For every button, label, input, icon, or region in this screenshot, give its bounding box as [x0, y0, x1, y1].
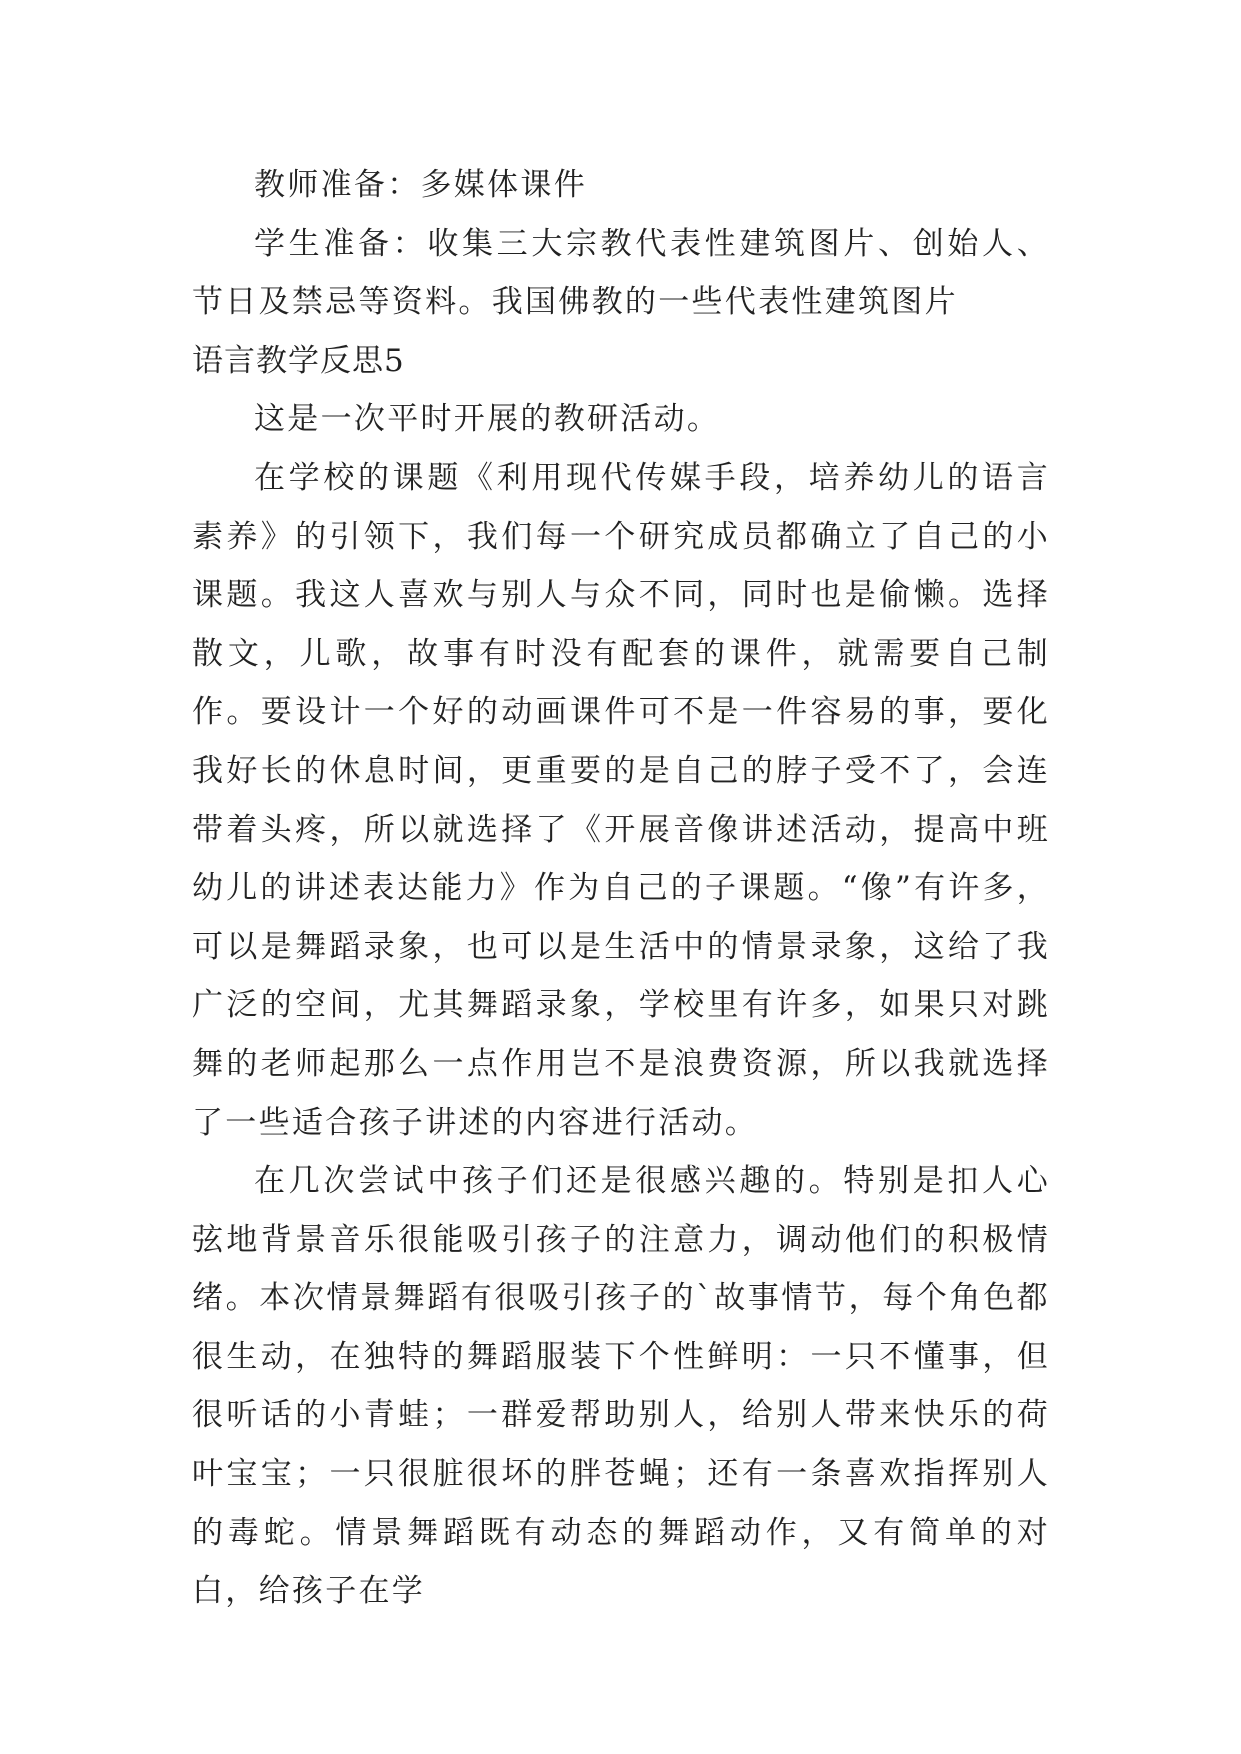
paragraph-student-prep: 学生准备：收集三大宗教代表性建筑图片、创始人、节日及禁忌等资料。我国佛教的一些代表性建筑图片: [192, 225, 1050, 321]
paragraph-teacher-prep: 教师准备：多媒体课件: [254, 167, 587, 203]
document-body: [192, 156, 1050, 1621]
paragraph-subject-choice: 在学校的课题《利用现代传媒手段，培养幼儿的语言素养》的引领下，我们每一个研究成员都确立了自己的小课题。我这人喜欢与别人与众不同，同时也是偷懒。选择散文，儿歌，故事有时没有配套的课件，就需要自己制作。要设计一个好的动画课件可不是一件容易的事，要化我好长的休息时间，更重要的是自己的脖子受不了，会连带着头疼，所以就选择了《开展音像讲述活动，提高中班幼儿的讲述表达能力》作为自己的子课题。“像”有许多，可以是舞蹈录象，也可以是生活中的情景录象，这给了我广泛的空间，尤其舞蹈录象，学校里有许多，如果只对跳舞的老师起那么一点作用岂不是浪费资源，所以我就选择了一些适合孩子讲述的内容进行活动。: [192, 459, 1050, 1141]
paragraph-intro: 这是一次平时开展的教研活动。: [254, 401, 721, 438]
section-heading: 语言教学反思5: [192, 342, 405, 379]
paragraph-attempts: 在几次尝试中孩子们还是很感兴趣的。特别是扣人心弦地背景音乐很能吸引孩子的注意力，调动他们的积极情绪。本次情景舞蹈有很吸引孩子的`故事情节，每个角色都很生动，在独特的舞蹈服装下个性鲜明：一只不懂事，但很听话的小青蛙；一群爱帮助别人，给别人带来快乐的荷叶宝宝；一只很脏很坏的胖苍蝇；还有一条喜欢指挥别人的毒蛇。情景舞蹈既有动态的舞蹈动作，又有简单的对白，给孩子在学: [192, 1163, 1050, 1610]
